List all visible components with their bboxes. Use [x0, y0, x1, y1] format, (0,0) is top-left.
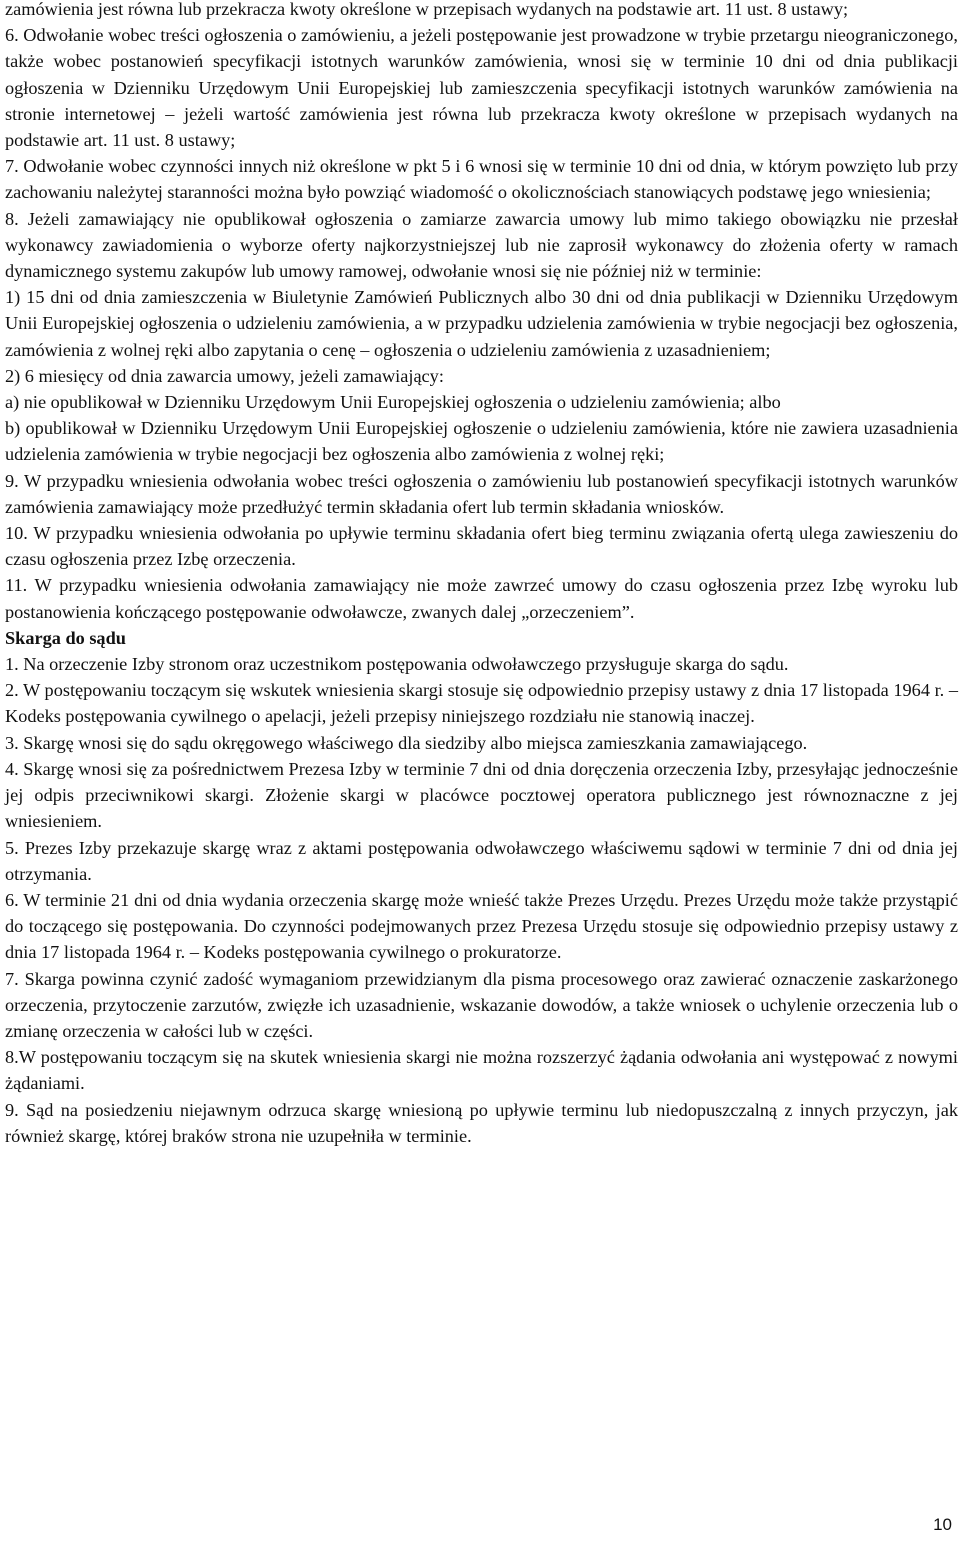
paragraph-continuation: zamówienia jest równa lub przekracza kwoty określone w przepisach wydanych na podstawie art. 11 ust. 8 ustawy; [5, 0, 849, 19]
section-paragraph-7: 7. Skarga powinna czynić zadość wymaganiom przewidzianym dla pisma procesowego oraz zawierać oznaczenie zaskarżonego orzeczenia, przytoczenie zarzutów, zwięzłe ich uzasadnienie, wskazanie dowodów, a także wniosek o uchylenie orzeczenia lub o zmianę orzeczenia w całości lub w części. [5, 968, 958, 1041]
section-paragraph-9: 9. Sąd na posiedzeniu niejawnym odrzuca skargę wniesioną po upływie terminu lub niedopuszczalną z innych przyczyn, jak również skargę, której braków strona nie uzupełniła w terminie. [5, 1099, 958, 1146]
page-number: 10 [933, 1515, 952, 1534]
section-paragraph-6: 6. W terminie 21 dni od dnia wydania orzeczenia skargę może wnieść także Prezes Urzędu. Prezes Urzędu może także przystąpić do toczącego się postępowania. Do czynności podejmowanych przez Prezesa Urzędu stosuje się odpowiednio przepisy ustawy z dnia 17 listopada 1964 r. – Kodeks postępowania cywilnego o prokuratorze. [5, 889, 958, 963]
paragraph-10: 10. W przypadku wniesienia odwołania po upływie terminu składania ofert bieg terminu związania ofertą ulega zawieszeniu do czasu ogłoszenia przez Izbę orzeczenia. [5, 523, 958, 570]
section-paragraph-4: 4. Skargę wnosi się za pośrednictwem Prezesa Izby w terminie 7 dni od dnia doręczenia orzeczenia Izby, przesyłając jednocześnie jej odpis przeciwnikowi skargi. Złożenie skargi w placówce pocztowej operatora publicznego jest równoznaczne z jej wniesieniem. [5, 758, 958, 832]
paragraph-8: 8. Jeżeli zamawiający nie opublikował ogłoszenia o zamiarze zawarcia umowy lub mimo takiego obowiązku nie przesłał wykonawcy zawiadomienia o wyborze oferty najkorzystniejszej lub nie zaprosił wykonawcy do złożenia oferty w ramach dynamicznego systemu zakupów lub umowy ramowej, odwołanie wnosi się nie później niż w terminie: [5, 208, 958, 282]
paragraph-8-point-2a: a) nie opublikował w Dzienniku Urzędowym Unii Europejskiej ogłoszenia o udzieleniu zamówienia; albo [5, 392, 781, 413]
section-paragraph-8: 8.W postępowaniu toczącym się na skutek wniesienia skargi nie można rozszerzyć żądania odwołania ani występować z nowymi żądaniami. [5, 1047, 958, 1094]
section-heading: Skarga do sądu [5, 627, 126, 648]
paragraph-7: 7. Odwołanie wobec czynności innych niż określone w pkt 5 i 6 wnosi się w terminie 10 dni od dnia, w którym powzięto lub przy zachowaniu należytej staranności można było powziąć wiadomość o okolicznościach stanowiących podstawę jego wniesienia; [5, 156, 958, 203]
paragraph-8-point-2: 2) 6 miesięcy od dnia zawarcia umowy, jeżeli zamawiający: [5, 365, 444, 386]
paragraph-8-point-2b: b) opublikował w Dzienniku Urzędowym Unii Europejskiej ogłoszenie o udzieleniu zamówienia, które nie zawiera uzasadnienia udzielenia zamówienia w trybie negocjacji bez ogłoszenia albo zamówienia z wolnej ręki; [5, 418, 958, 465]
paragraph-6: 6. Odwołanie wobec treści ogłoszenia o zamówieniu, a jeżeli postępowanie jest prowadzone w trybie przetargu nieograniczonego, także wobec postanowień specyfikacji istotnych warunków zamówienia, wnosi się w terminie 10 dni od dnia publikacji ogłoszenia w Dzienniku Urzędowym Unii Europejskiej lub zamieszczenia specyfikacji istotnych warunków zamówienia na stronie internetowej – jeżeli wartość zamówienia jest równa lub przekracza kwoty określone w przepisach wydanych na podstawie art. 11 ust. 8 ustawy; [5, 25, 958, 151]
paragraph-8-point-1: 1) 15 dni od dnia zamieszczenia w Biuletynie Zamówień Publicznych albo 30 dni od dnia publikacji w Dzienniku Urzędowym Unii Europejskiej ogłoszenia o udzieleniu zamówienia, a w przypadku udzielenia zamówienia w trybie negocjacji bez ogłoszenia, zamówienia z wolnej ręki albo zapytania o cenę – ogłoszenia o udzieleniu zamówienia z uzasadnieniem; [5, 287, 958, 360]
section-paragraph-3: 3. Skargę wnosi się do sądu okręgowego właściwego dla siedziby albo miejsca zamieszkania zamawiającego. [5, 732, 808, 753]
section-paragraph-2: 2. W postępowaniu toczącym się wskutek wniesienia skargi stosuje się odpowiednio przepisy ustawy z dnia 17 listopada 1964 r. – Kodeks postępowania cywilnego o apelacji, jeżeli przepisy niniejszego rozdziału nie stanowią inaczej. [5, 680, 958, 727]
section-paragraph-1: 1. Na orzeczenie Izby stronom oraz uczestnikom postępowania odwoławczego przysługuje skarga do sądu. [5, 654, 789, 675]
section-paragraph-5: 5. Prezes Izby przekazuje skargę wraz z aktami postępowania odwoławczego właściwemu sądowi w terminie 7 dni od dnia jej otrzymania. [5, 837, 958, 884]
paragraph-11: 11. W przypadku wniesienia odwołania zamawiający nie może zawrzeć umowy do czasu ogłoszenia przez Izbę wyroku lub postanowienia kończącego postępowanie odwoławcze, zwanych dalej „orzeczeniem”. [5, 575, 958, 622]
paragraph-9: 9. W przypadku wniesienia odwołania wobec treści ogłoszenia o zamówieniu lub postanowień specyfikacji istotnych warunków zamówienia zamawiający może przedłużyć termin składania ofert lub termin składania wniosków. [5, 470, 958, 517]
document-page [5, 0, 958, 1149]
